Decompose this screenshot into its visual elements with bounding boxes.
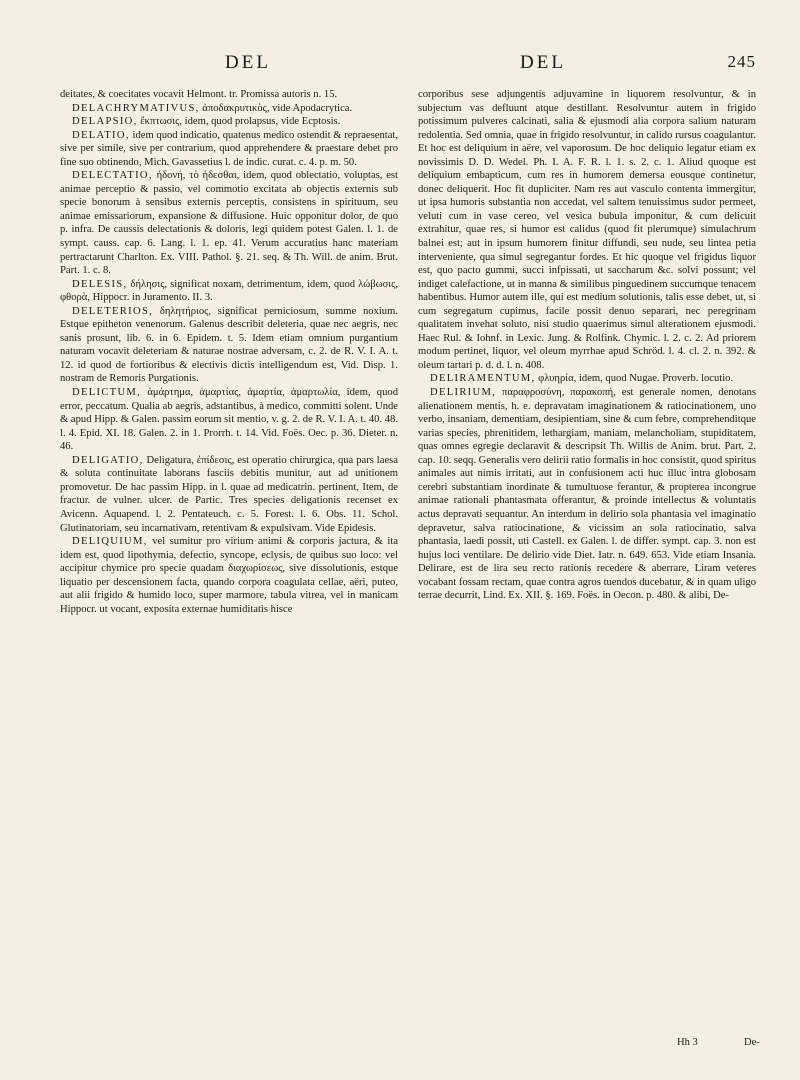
entry-lemma: DELIGATIO,: [72, 454, 144, 466]
entry-lemma: DELIRIUM,: [430, 387, 497, 399]
entry-text: corporibus sese adjungentis adjuvamine in liquorem resolvuntur, & in subjectum vas defluunt atque destillant. Resolvuntur autem in frigido potissimum pulveres calcinati, salia & ejusmodi alia corpora salium naturam redolentia. Sed omnia, quae in frigido resolvuntur, in calido rursus coagulantur. Et hoc est deliquium in aëre, vel vaporosum. De hoc deliquio legatur etiam ex novissimis D. D. Wedel. Ph. I. A. F. R. l. 1. s. 2. c. 1. Aliud quoque est deliquium embapticum, cum res in humorem demersa eousque continetur, donec deliquerit. Hoc fit dupliciter. Nam res aut vasculo contenta immergitur, ut ipsa humoris substantia non accedat, vel saltem tenuissimus sudor permeet, veluti cum in vase cereo, vel vesica bubula imponitur, & cum delicuit extrahitur, quae res, si humor est calidus (quod fit plerumque) simulachrum balnei est; aut in ipsum humorem finitur diffundi, seu nude, seu lintea petia interveniente, qua simul segregantur fordes. Et hic quoque vel frigidus liquor est, quo pacto gummi, succi infpissati, ut saccharum &c. solvi possunt; vel indiget calefactione, ut in manna & similibus pinguedinem succumque tenacem habentibus. Humor autem ille, qui est medium solutionis, talis esse debet, ut, si cum segregatum cupimus, facile possit denuo separari, nec peregrinam qualitatem invehat soluto, nisi studio quaerimus simul alterationem ejusmodi. Haec Rul. & Iohnf. in Lexic. Jung. & Rolfink. Chymic. l. 2. c. 2. Ad priorem modum pertinet, liquor, vel oleum myrrhae apud Schröd. l. 4. cl. 2. n. 392. & oleum tartari p. d. d. l. n. 408.: [418, 89, 756, 371]
dictionary-entry: [60, 454, 398, 535]
entry-text: δηλητήριος, significat perniciosum, summe noxium. Estque epitheton venenorum. Galenus describit deleteria, quae nec aegris, nec sanis prosunt, lib. 6. in 6. Epidem. t. 5. Idem etiam omnium purgantium naturam vocavit deleteriam & naturae nostrae adversam, c. 2. de R. V. I. A. t. 12. id quod de fortioribus & electivis dictis intelligendum est, Vid. Disp. 1. nostram de Remoris Purgationis.: [60, 305, 398, 385]
header-right-word: DEL: [520, 52, 566, 73]
dictionary-entry: [60, 169, 398, 277]
dictionary-entry: [60, 305, 398, 386]
entry-text: ἀποδακρυτικὸς, vide Apodacrytica.: [202, 102, 353, 114]
dictionary-entry: [418, 372, 756, 386]
entry-lemma: DELIQUIUM,: [72, 536, 148, 548]
dictionary-entry: [60, 102, 398, 116]
entry-lemma: DELATIO,: [72, 129, 130, 141]
dictionary-entry: [60, 129, 398, 170]
entry-text: vel sumitur pro virium animi & corporis jactura, & ita idem est, quod lipothymia, defectio, syncope, eclysis, de quibus suo loco: vel accipitur chymice pro specie quadam διαχωρίσεως, sive dissolutionis, estque liquatio per descensionem facta, quando corpora coagulata cellae, aëri, puteo, aut alii frigido & humido loco, super marmore, tabula vitrea, vel in manicam Hippocr. ut vocant, exposita externae humiditatis hisce: [60, 536, 398, 615]
entry-lemma: DELECTATIO,: [72, 170, 153, 182]
entry-text: ἡδονή, τὸ ἡδεσθαι, idem, quod oblectatio, voluptas, est animae perceptio & passio, vel commotio excitata ab objectis externis sub specie bonorum à sensibus externis perceptis, consistens in spirituum, seu animae emissariorum, expansione & diffusione. Huic opponitur dolor, de quo p. infra. De caussis delectationis & doloris, legi quidem potest Galen. l. 1. de sympt. causs. cap. 6. Lang. l. 1. ep. 41. Verum accuratius hanc materiam pertractarunt Charlton. Ex. VIII. Pathol. §. 21. seq. & Th. Will. de anim. Brut. Part. 1. c. 8.: [60, 170, 398, 277]
right-column: [418, 88, 756, 603]
left-column: [60, 88, 398, 616]
signature-mark: Hh 3: [677, 1037, 698, 1048]
page-number: 245: [727, 52, 756, 71]
entry-text: δήλησις, significat noxam, detrimentum, idem, quod λώβωσις, φθορὰ, Hippocr. in Juramento. II. 3.: [60, 278, 398, 304]
dictionary-entry: [418, 88, 756, 372]
header-left-word: DEL: [225, 52, 271, 73]
dictionary-entry: [60, 115, 398, 129]
entry-lemma: DELICTUM,: [72, 387, 142, 399]
dictionary-entry: [60, 278, 398, 305]
entry-text: ἔκπτωσις, idem, quod prolapsus, vide Ecptosis.: [140, 116, 341, 128]
entry-text: παραφροσύνη, παρακοπή, est generale nomen, denotans alienationem mentis, h. e. depravatam imaginationem & ratiocinationem, uno verbo, insaniam, dementiam, desipientiam, sine & cum febre, comprehenditque varias species, phrenitidem, lethargiam, maniam, melancholiam, stupiditatem, quas omnes egregie declaravit & descripsit Th. Willis de Anim. brut. Part. 2. cap. 10. seqq. Generalis vero delirii ratio formalis in hoc consistit, quod spiritus animales aut nimis irritati, aut in confusionem acti huc illuc intra globosam cerebri substantiam inordinate & tumultuose ferantur, & propterea incongrue animae rationali phantasmata offerantur, & proinde intellectus & voluntatis actus depravati sequantur. An interdum in delirio sola phantasia vel imaginatio depravetur, salva ratiocinatione, & vicissim an sola ratiocinatio, salva phantasia, laedi possit, uti Castell. ex Galen. l. de differ. sympt. cap. 3. non est hujus loci ventilare. De delirio vide Diet. Iatr. n. 649. 653. Vide etiam Insania. Delirare, est de lira seu recto rationis recedere & aberrare, Liram veteres vocabant fossam rectam, quae contra agros tuendos ducebatur, & in quam uligo terrae decurrit, Lind. Ex. XII. §. 169. Foës. in Oecon. p. 480. & alibi, De-: [418, 387, 756, 602]
entry-text: idem quod indicatio, quatenus medico ostendit & repraesentat, sive per simile, sive per contrarium, quod apprehendere & praestare debet pro fine suo obtinendo, Mich. Gavassetius l. de indic. curat. c. 4. p. m. 50.: [60, 129, 398, 168]
dictionary-entry: [60, 88, 398, 102]
entry-lemma: DELIRAMENTUM,: [430, 373, 536, 385]
entry-text: φλυηρία, idem, quod Nugae. Proverb. locutio.: [538, 373, 734, 385]
dictionary-entry: [60, 535, 398, 616]
entry-lemma: DELESIS,: [72, 278, 128, 290]
entry-lemma: DELACHRYMATIVUS,: [72, 102, 200, 114]
dictionary-entry: [60, 386, 398, 454]
catchword: De-: [744, 1037, 760, 1048]
dictionary-entry: [418, 386, 756, 603]
entry-text: deitates, & coecitates vocavit Helmont. tr. Promissa autoris n. 15.: [60, 89, 338, 100]
entry-text: ἁμάρτημα, ἁμαρτίας, ἁμαρτία, ἁμαρτωλία, idem, quod error, peccatum. Qualia ab aegris, adstantibus, à medico, committi solent. Unde & apud Hipp. & Galen. passim eorum sit mentio, v. g. 2. de R. V. I. A. t. 40. 48. l. 4. Epid. XI. 18. Galen. 2. in 1. Prorrh. t. 14. Vid. Foës. Oec. p. 36. Dieter. n. 46.: [60, 387, 398, 453]
entry-lemma: DELAPSIO,: [72, 116, 138, 128]
entry-text: Deligatura, ἐπίδεσις, est operatio chirurgica, qua pars laesa & soluta continuitate laborans fasciis debitis munitur, aut ad unitionem promovetur. De hac passim Hipp. in l. quae ad medicatrin. pertinent, Item, de fractur. de vulner. ulcer. de Partic. Tres species deligationis recenset ex Avicenn. Aquapend. l. 2. Pentateuch. c. 5. Forest. l. 6. Obs. 11. Schol. Glutinatoriam, seu incarnativam, retentivam & expulsivam. Vide Epidesis.: [60, 454, 398, 534]
running-header: [60, 50, 756, 80]
entry-lemma: DELETERIOS,: [72, 305, 154, 317]
